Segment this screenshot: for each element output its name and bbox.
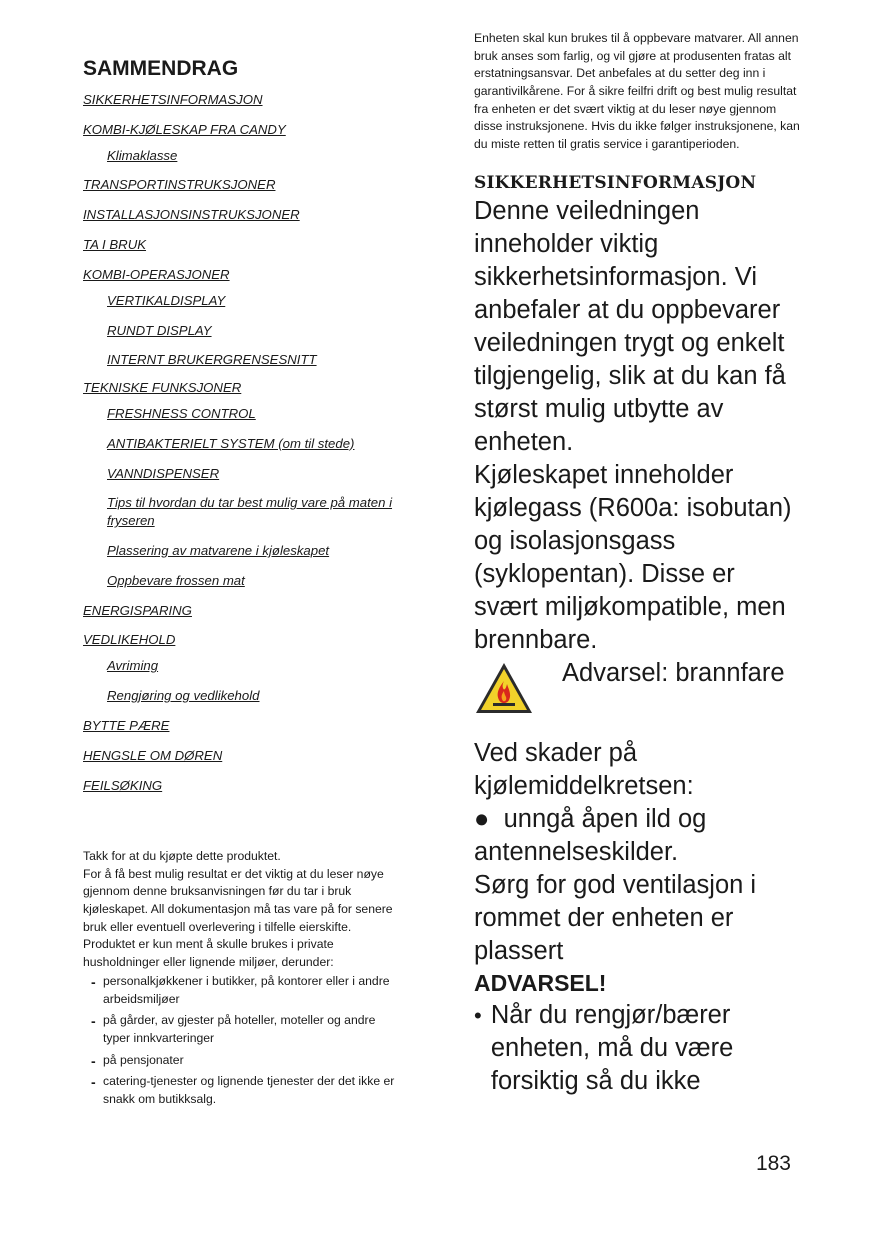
warning-bullet-text: Når du rengjør/bærer enheten, må du være forsiktig så du ikke bbox=[490, 1000, 734, 1095]
toc-item[interactable]: VANNDISPENSER bbox=[107, 465, 220, 481]
usage-environment-list bbox=[83, 973, 398, 1109]
toc-item[interactable]: ANTIBAKTERIELT SYSTEM (om til stede) bbox=[107, 435, 355, 451]
page-number: 183 bbox=[755, 1152, 791, 1175]
list-item: - catering-tjenester og lignende tjenester der det ikke er snakk om butikksalg. bbox=[91, 1074, 395, 1106]
list-item-text: catering-tjenester og lignende tjenester der det ikke er snakk om butikksalg. bbox=[103, 1074, 395, 1106]
damage-bullet-text: unngå åpen ild og antennelseskilder. bbox=[474, 804, 707, 866]
toc-item[interactable]: Oppbevare frossen mat bbox=[107, 572, 245, 588]
toc-item[interactable]: TA I BRUK bbox=[83, 237, 147, 253]
toc-item[interactable]: Rengjøring og vedlikehold bbox=[107, 688, 260, 704]
toc-item[interactable]: SIKKERHETSINFORMASJON bbox=[83, 92, 263, 107]
safety-paragraph-2: Kjøleskapet inneholder kjølegass (R600a: isobutan) og isolasjonsgass (syklopentan). Disse er svært miljøkompatible, men brennbare. bbox=[474, 460, 792, 654]
damage-bullet bbox=[474, 803, 804, 869]
toc-item[interactable]: Avriming bbox=[107, 658, 159, 674]
list-item-text: på gårder, av gjester på hoteller, moteller og andre typer innkvarteringer bbox=[103, 1013, 376, 1045]
right-column bbox=[474, 30, 804, 1098]
safety-title: SIKKERHETSINFORMASJON bbox=[474, 172, 757, 193]
toc-item[interactable]: FEILSØKING bbox=[83, 777, 163, 793]
warning-bullet bbox=[474, 999, 804, 1098]
fire-warning-label: Advarsel: brannfare bbox=[562, 658, 785, 687]
toc-item[interactable]: ENERGISPARING bbox=[83, 602, 192, 618]
toc-item[interactable]: INSTALLASJONSINSTRUKSJONER bbox=[83, 207, 300, 223]
toc-item[interactable]: Plassering av matvarene i kjøleskapet bbox=[107, 543, 330, 558]
toc-item[interactable]: Tips til hvordan du tar best mulig vare på maten i fryseren bbox=[107, 495, 393, 529]
toc-item[interactable]: Klimaklasse bbox=[107, 147, 178, 163]
toc-item[interactable]: FRESHNESS CONTROL bbox=[107, 405, 256, 421]
table-of-contents bbox=[83, 40, 403, 794]
toc-item[interactable]: RUNDT DISPLAY bbox=[107, 322, 212, 338]
toc-item[interactable]: HENGSLE OM DØREN bbox=[83, 747, 223, 763]
list-item-text: personalkjøkkener i butikker, på kontorer eller i andre arbeidsmiljøer bbox=[103, 973, 390, 1006]
toc-title: SAMMENDRAG bbox=[83, 57, 239, 80]
list-item: - på gårder, av gjester på hoteller, moteller og andre typer innkvarteringer bbox=[91, 1013, 376, 1045]
fire-warning bbox=[474, 658, 804, 717]
toc-item[interactable]: INTERNT BRUKERGRENSESNITT bbox=[107, 352, 317, 368]
list-item: - på pensjonater bbox=[91, 1052, 184, 1069]
intro-body: For å få best mulig resultat er det viktig at du leser nøye gjennom denne bruksanvisningen før du tar i bruk kjøleskapet. All dokumentasjon må tas vare på for senere bruk eller eventuell overlevering i tilfelle eierskifte. Produktet er kun ment å skulle brukes i private husholdninger eller lignende miljøer, derunder: bbox=[83, 866, 393, 970]
toc-item[interactable]: KOMBI-KJØLESKAP FRA CANDY bbox=[83, 121, 286, 137]
toc-item[interactable]: TEKNISKE FUNKSJONER bbox=[83, 380, 242, 396]
warning-title: ADVARSEL! bbox=[474, 969, 607, 996]
ventilation-text: Sørg for god ventilasjon i rommet der enheten er plassert bbox=[474, 870, 757, 965]
list-item: - personalkjøkkener i butikker, på kontorer eller i andre arbeidsmiljøer bbox=[91, 973, 390, 1006]
toc-item[interactable]: KOMBI-OPERASJONER bbox=[83, 266, 230, 282]
bullet-icon: ● bbox=[474, 804, 490, 833]
intro-section bbox=[83, 848, 398, 1113]
toc-item[interactable]: TRANSPORTINSTRUKSJONER bbox=[83, 177, 276, 193]
toc-item[interactable]: VERTIKALDISPLAY bbox=[107, 292, 226, 308]
safety-paragraph-1: Denne veiledningen inneholder viktig sikkerhetsinformasjon. Vi anbefaler at du oppbevarer veiledningen trygt og enkelt tilgjengelig, slik at du kan få størst mulig utbytte av enheten. bbox=[474, 196, 786, 456]
damage-intro: Ved skader på kjølemiddelkretsen: bbox=[474, 738, 694, 800]
intro-thanks: Takk for at du kjøpte dette produktet. bbox=[83, 849, 281, 863]
list-item-text: på pensjonater bbox=[103, 1052, 184, 1067]
flammable-warning-icon bbox=[474, 661, 534, 715]
toc-item[interactable]: BYTTE PÆRE bbox=[83, 717, 170, 733]
toc-list bbox=[83, 91, 403, 794]
usage-paragraph: Enheten skal kun brukes til å oppbevare matvarer. All annen bruk anses som farlig, og vil gjøre at produsenten fratas alt erstatningsansvar. Det anbefales at du setter deg inn i garantivilkårene. For å sikre feilfri drift og best mulig resultat fra enheten er det svært viktig at du leser nøye gjennom disse instruksjonene. Hvis du ikke følger instruksjonene, kan du miste retten til gratis service i garantiperioden. bbox=[474, 31, 800, 152]
bullet-icon: • bbox=[474, 1002, 482, 1028]
toc-item[interactable]: VEDLIKEHOLD bbox=[83, 632, 176, 648]
